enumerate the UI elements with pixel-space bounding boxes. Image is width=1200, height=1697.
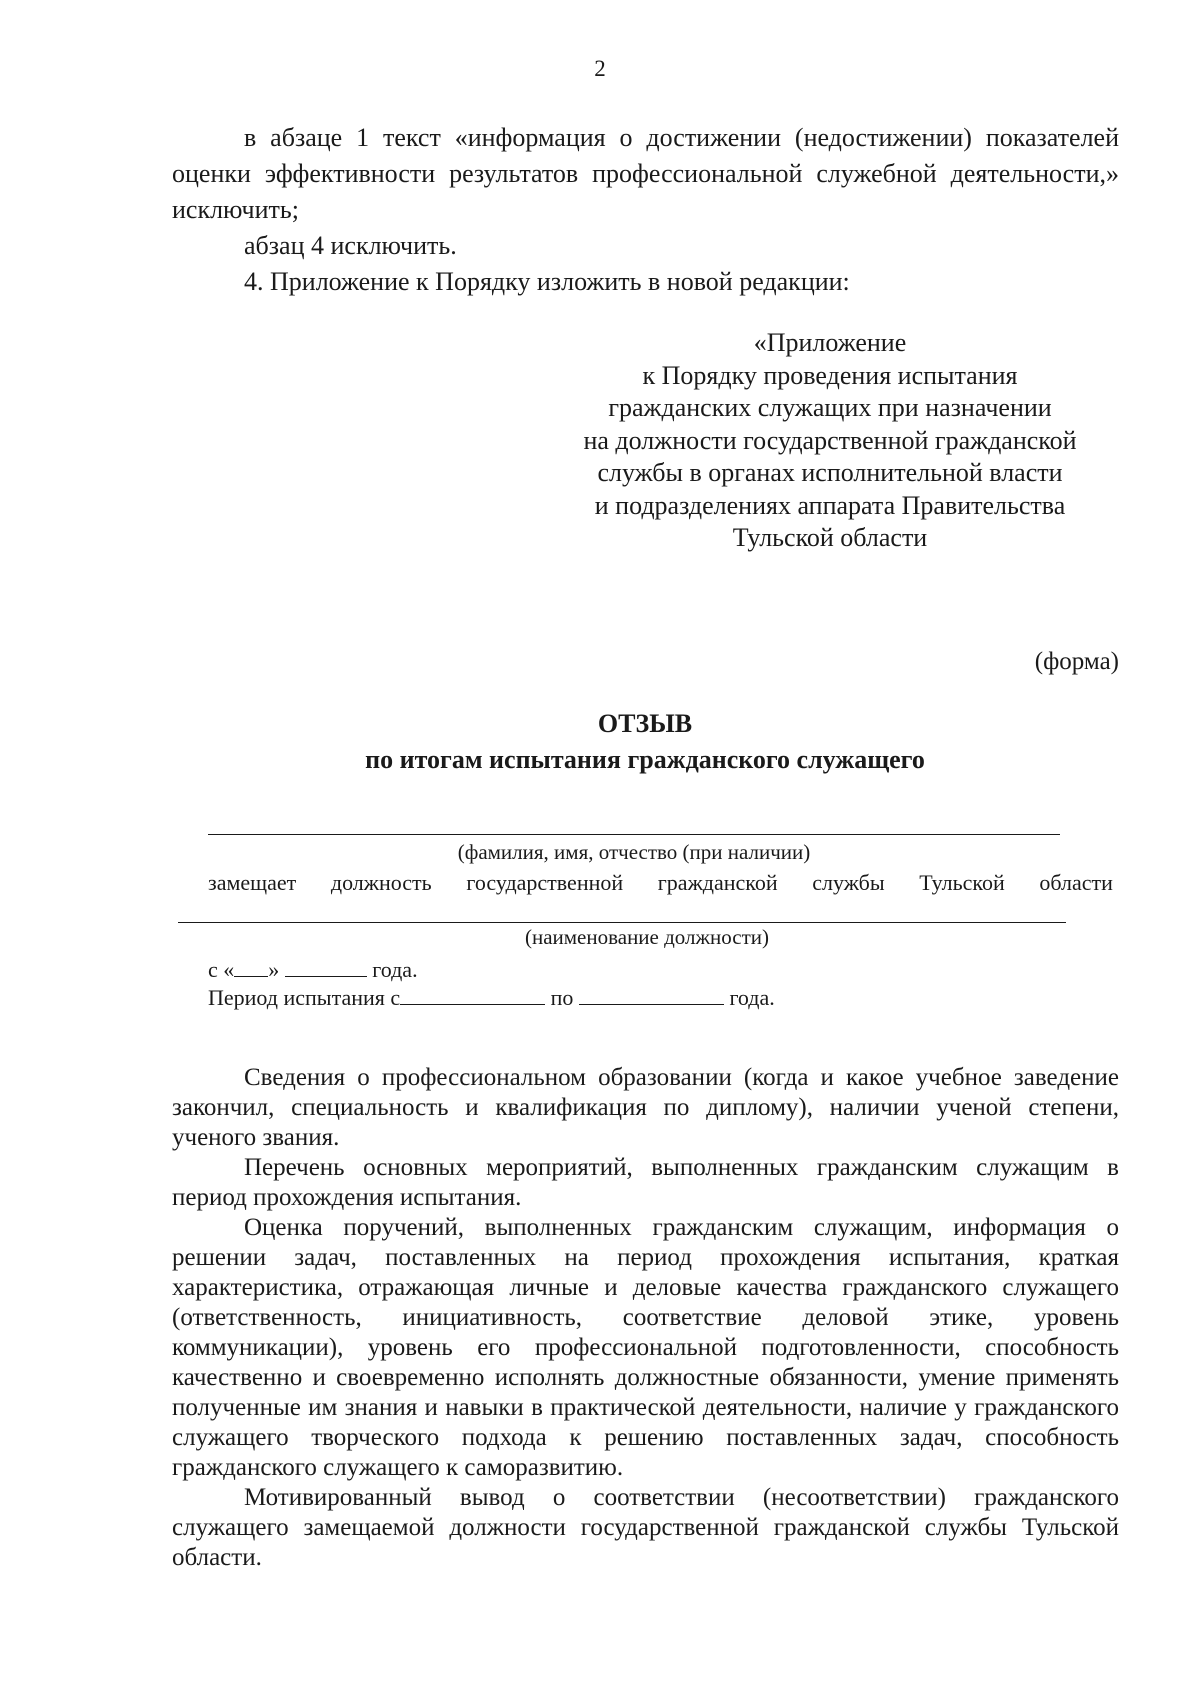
appendix-line: и подразделениях аппарата Правительства xyxy=(594,490,1066,520)
form-label: (форма) xyxy=(1034,648,1119,675)
day-blank[interactable] xyxy=(234,956,268,977)
position-word: службы xyxy=(812,870,885,895)
appendix-line: к Порядку проведения испытания xyxy=(642,360,1018,390)
month-blank[interactable] xyxy=(285,956,367,977)
fio-hint: (фамилия, имя, отчество (при наличии) xyxy=(457,840,811,864)
position-word: Тульской xyxy=(919,870,1005,895)
since-date-line xyxy=(208,956,418,983)
appendix-line: «Приложение xyxy=(753,328,907,357)
position-word: должность xyxy=(330,870,432,895)
subtitle: по итогам испытания гражданского служащего xyxy=(365,745,925,774)
since-suffix: года. xyxy=(372,957,418,982)
intro-paragraph: в абзаце 1 текст «информация о достижении (недостижении) показателей оценки эффективности результатов профессиональной служебной деятельности,» исключить; xyxy=(172,123,1119,224)
intro-paragraph: 4. Приложение к Порядку изложить в новой редакции: xyxy=(244,267,850,296)
document-title xyxy=(0,706,1200,778)
details-paragraph: Перечень основных мероприятий, выполненных гражданским служащим в период прохождения испытания. xyxy=(172,1154,1119,1211)
details-section xyxy=(172,1063,1119,1573)
fio-blank-line[interactable] xyxy=(208,834,1060,835)
period-start-blank[interactable] xyxy=(400,984,545,1005)
period-mid: по xyxy=(550,985,574,1010)
position-word: государственной xyxy=(466,870,624,895)
period-line xyxy=(208,984,775,1011)
position-hint: (наименование должности) xyxy=(524,925,770,949)
position-word: замещает xyxy=(208,870,297,895)
since-mid: » xyxy=(268,957,280,982)
period-end-blank[interactable] xyxy=(579,984,724,1005)
period-suffix: года. xyxy=(729,985,775,1010)
position-blank-line[interactable] xyxy=(178,922,1066,923)
appendix-line: службы в органах исполнительной власти xyxy=(597,458,1063,487)
intro-paragraph: абзац 4 исключить. xyxy=(244,231,457,260)
details-paragraph: Оценка поручений, выполненных гражданским служащим, информация о решении задач, поставленных на период прохождения испытания, краткая характеристика, отражающая личные и деловые качества гражданского служащего (ответственность, инициативность, соответствие деловой этике, уровень коммуникации), уровень его профессиональной подготовленности, способность качественно и своевременно исполнять должностные обязанности, умение применять полученные им знания и навыки в практической деятельности, наличие у гражданского служащего творческого подхода к решению поставленных задач, способность гражданского служащего к саморазвитию. xyxy=(172,1214,1119,1481)
period-prefix: Период испытания с xyxy=(208,985,401,1010)
details-paragraph: Сведения о профессиональном образовании (когда и какое учебное заведение закончил, специальность и квалификация по диплому), наличии ученой степени, ученого звания. xyxy=(172,1064,1119,1151)
since-prefix: с « xyxy=(208,957,235,982)
appendix-header xyxy=(540,327,1120,555)
position-word: области xyxy=(1039,870,1113,895)
appendix-line: гражданских служащих при назначении xyxy=(608,393,1052,422)
position-word: гражданской xyxy=(657,870,778,895)
page-number: 2 xyxy=(594,56,606,81)
title: ОТЗЫВ xyxy=(597,709,693,738)
position-row xyxy=(208,870,1113,896)
intro-section xyxy=(172,120,1119,300)
details-paragraph: Мотивированный вывод о соответствии (несоответствии) гражданского служащего замещаемой должности государственной гражданской службы Тульской области. xyxy=(172,1484,1119,1571)
appendix-line: Тульской области xyxy=(732,523,928,552)
appendix-line: на должности государственной гражданской xyxy=(583,425,1077,455)
